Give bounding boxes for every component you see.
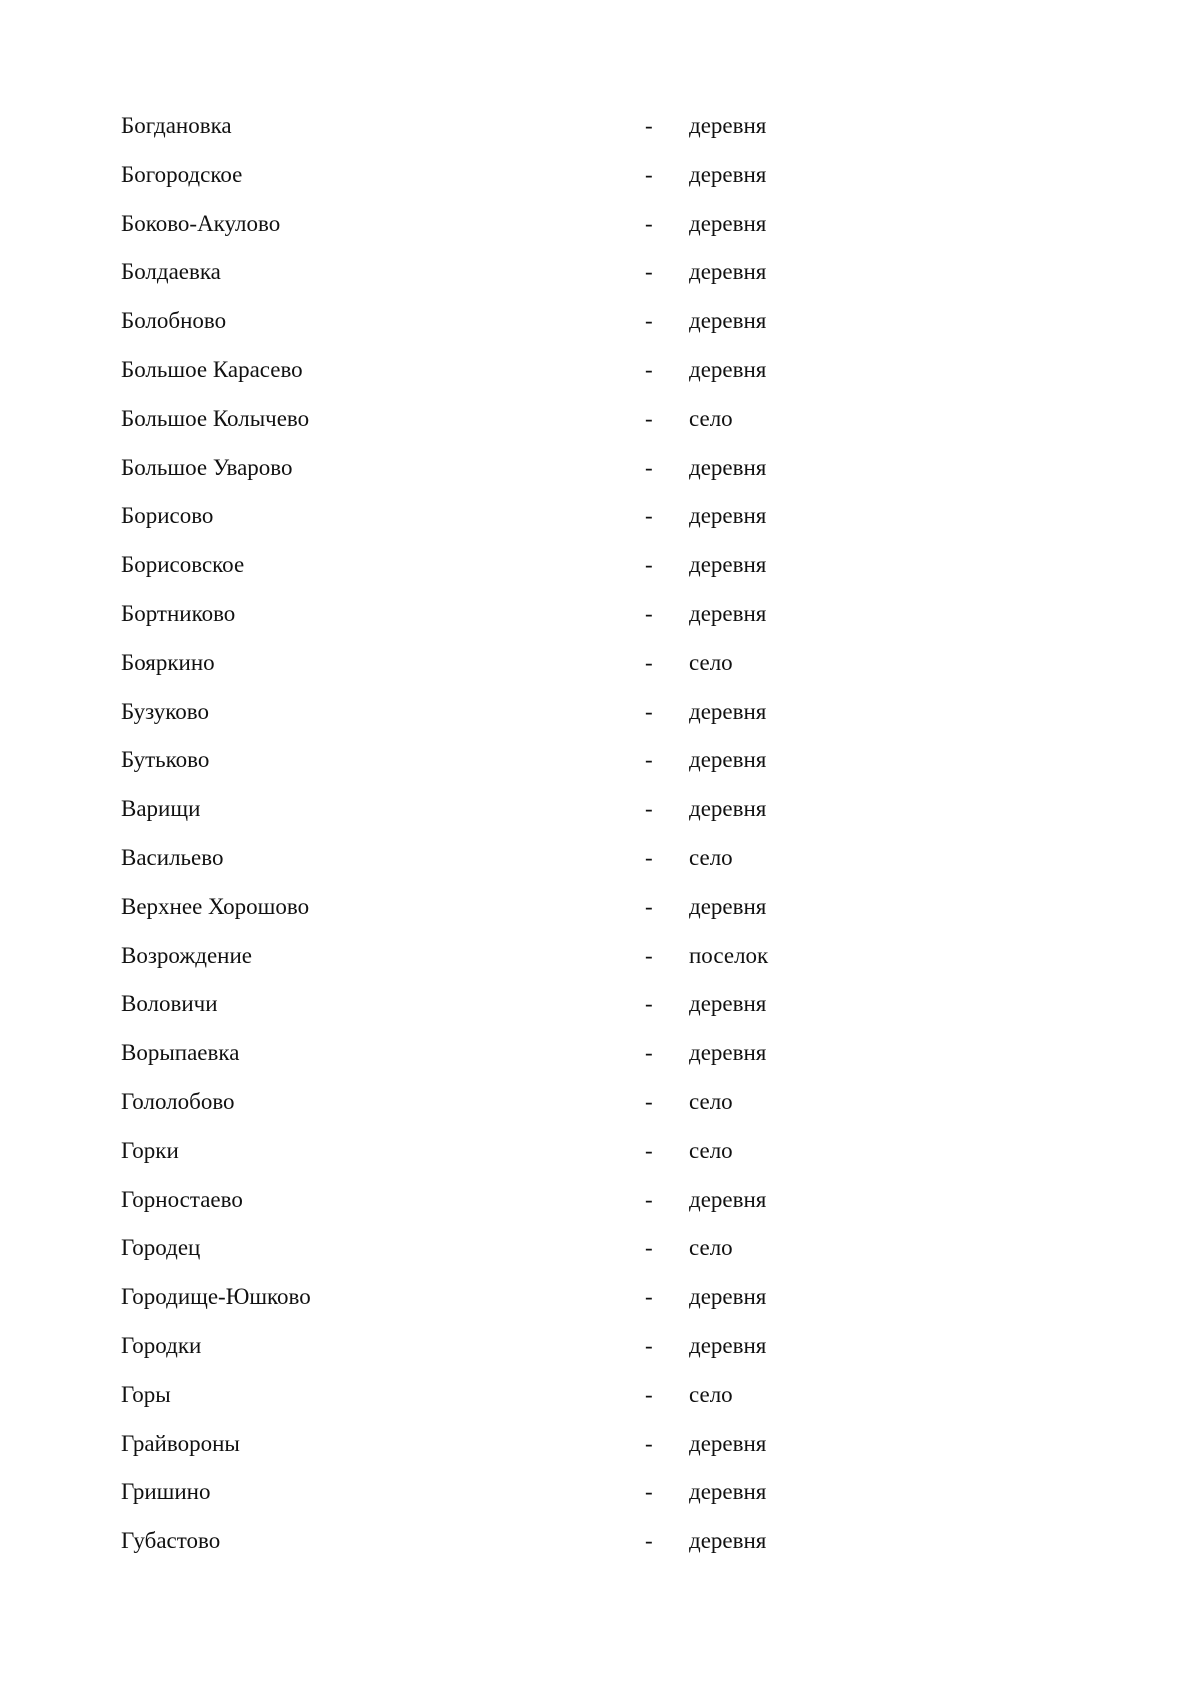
settlement-type: деревня — [689, 1186, 767, 1212]
settlement-type: деревня — [689, 1284, 767, 1310]
settlement-type: деревня — [689, 552, 767, 578]
settlement-type: село — [689, 1137, 733, 1163]
dash-separator: - — [645, 308, 653, 334]
settlement-name: Верхнее Хорошово — [121, 893, 310, 919]
settlement-row — [121, 496, 881, 545]
settlement-type: деревня — [689, 796, 767, 822]
dash-separator: - — [645, 796, 653, 822]
dash-separator: - — [645, 210, 653, 236]
settlement-name: Воловичи — [121, 991, 218, 1017]
settlement-name: Губастово — [121, 1528, 221, 1554]
settlement-type: деревня — [689, 308, 767, 334]
settlement-list — [121, 106, 881, 1570]
dash-separator: - — [645, 454, 653, 480]
settlement-type: деревня — [689, 1479, 767, 1505]
dash-separator: - — [645, 1088, 653, 1114]
settlement-row — [121, 887, 881, 936]
settlement-row — [121, 936, 881, 985]
settlement-row — [121, 204, 881, 253]
settlement-name: Возрождение — [121, 942, 252, 968]
dash-separator: - — [645, 991, 653, 1017]
settlement-row — [121, 1131, 881, 1180]
settlement-name: Борисово — [121, 503, 214, 529]
settlement-row — [121, 1424, 881, 1473]
dash-separator: - — [645, 942, 653, 968]
settlement-row — [121, 1082, 881, 1131]
settlement-row — [121, 692, 881, 741]
dash-separator: - — [645, 356, 653, 382]
settlement-name: Болдаевка — [121, 259, 221, 285]
settlement-name: Горы — [121, 1381, 171, 1407]
settlement-name: Гололобово — [121, 1088, 235, 1114]
dash-separator: - — [645, 405, 653, 431]
settlement-name: Варищи — [121, 796, 201, 822]
dash-separator: - — [645, 1332, 653, 1358]
dash-separator: - — [645, 259, 653, 285]
settlement-name: Городец — [121, 1235, 201, 1261]
dash-separator: - — [645, 1186, 653, 1212]
dash-separator: - — [645, 1235, 653, 1261]
settlement-type: деревня — [689, 1332, 767, 1358]
settlement-name: Болобново — [121, 308, 227, 334]
settlement-name: Большое Карасево — [121, 356, 303, 382]
settlement-type: поселок — [689, 942, 769, 968]
settlement-type: деревня — [689, 356, 767, 382]
settlement-type: деревня — [689, 893, 767, 919]
settlement-name: Богдановка — [121, 113, 232, 138]
settlement-name: Бортниково — [121, 600, 236, 626]
settlement-name: Богородское — [121, 161, 243, 187]
dash-separator: - — [645, 503, 653, 529]
dash-separator: - — [645, 1040, 653, 1066]
settlement-name: Большое Колычево — [121, 405, 310, 431]
settlement-type: село — [689, 649, 733, 675]
settlement-row — [121, 838, 881, 887]
settlement-row — [121, 789, 881, 838]
dash-separator: - — [645, 649, 653, 675]
settlement-type: деревня — [689, 210, 767, 236]
settlement-row — [121, 1033, 881, 1082]
settlement-row — [121, 1277, 881, 1326]
dash-separator: - — [645, 1137, 653, 1163]
settlement-row — [121, 984, 881, 1033]
settlement-type: село — [689, 1088, 733, 1114]
settlement-row — [121, 643, 881, 692]
settlement-name: Городки — [121, 1332, 202, 1358]
settlement-row — [121, 350, 881, 399]
settlement-type: село — [689, 844, 733, 870]
settlement-name: Борисовское — [121, 552, 245, 578]
settlement-type: деревня — [689, 1040, 767, 1066]
dash-separator: - — [645, 1284, 653, 1310]
settlement-name: Бутьково — [121, 747, 210, 773]
dash-separator: - — [645, 600, 653, 626]
settlement-name: Большое Уварово — [121, 454, 293, 480]
dash-separator: - — [645, 552, 653, 578]
settlement-name: Ворыпаевка — [121, 1040, 240, 1066]
dash-separator: - — [645, 893, 653, 919]
settlement-row — [121, 301, 881, 350]
settlement-row — [121, 155, 881, 204]
settlement-row — [121, 545, 881, 594]
dash-separator: - — [645, 747, 653, 773]
settlement-name: Городище-Юшково — [121, 1284, 311, 1310]
settlement-row — [121, 1326, 881, 1375]
settlement-type: деревня — [689, 113, 767, 138]
settlement-name: Васильево — [121, 844, 224, 870]
settlement-type: деревня — [689, 454, 767, 480]
settlement-type: деревня — [689, 259, 767, 285]
settlement-row — [121, 1472, 881, 1521]
settlement-type: деревня — [689, 161, 767, 187]
settlement-type: деревня — [689, 503, 767, 529]
dash-separator: - — [645, 1430, 653, 1456]
settlement-type: деревня — [689, 1430, 767, 1456]
settlement-row — [121, 1228, 881, 1277]
dash-separator: - — [645, 698, 653, 724]
dash-separator: - — [645, 844, 653, 870]
settlement-row — [121, 106, 881, 155]
settlement-row — [121, 1375, 881, 1424]
settlement-name: Боково-Акулово — [121, 210, 281, 236]
settlement-row — [121, 1180, 881, 1229]
dash-separator: - — [645, 1381, 653, 1407]
dash-separator: - — [645, 1528, 653, 1554]
dash-separator: - — [645, 1479, 653, 1505]
settlement-row — [121, 594, 881, 643]
settlement-row — [121, 448, 881, 497]
settlement-name: Бузуково — [121, 698, 209, 724]
settlement-row — [121, 740, 881, 789]
settlement-row — [121, 252, 881, 301]
settlement-type: село — [689, 405, 733, 431]
dash-separator: - — [645, 113, 653, 138]
settlement-row — [121, 399, 881, 448]
settlement-type: деревня — [689, 1528, 767, 1554]
settlement-name: Грайвороны — [121, 1430, 240, 1456]
settlement-type: деревня — [689, 747, 767, 773]
settlement-type: деревня — [689, 600, 767, 626]
settlement-name: Гришино — [121, 1479, 211, 1505]
settlement-type: деревня — [689, 991, 767, 1017]
settlement-name: Горностаево — [121, 1186, 243, 1212]
settlement-type: деревня — [689, 698, 767, 724]
settlement-name: Бояркино — [121, 649, 215, 675]
settlement-type: село — [689, 1235, 733, 1261]
settlement-row — [121, 1521, 881, 1570]
settlement-name: Горки — [121, 1137, 179, 1163]
dash-separator: - — [645, 161, 653, 187]
settlement-type: село — [689, 1381, 733, 1407]
